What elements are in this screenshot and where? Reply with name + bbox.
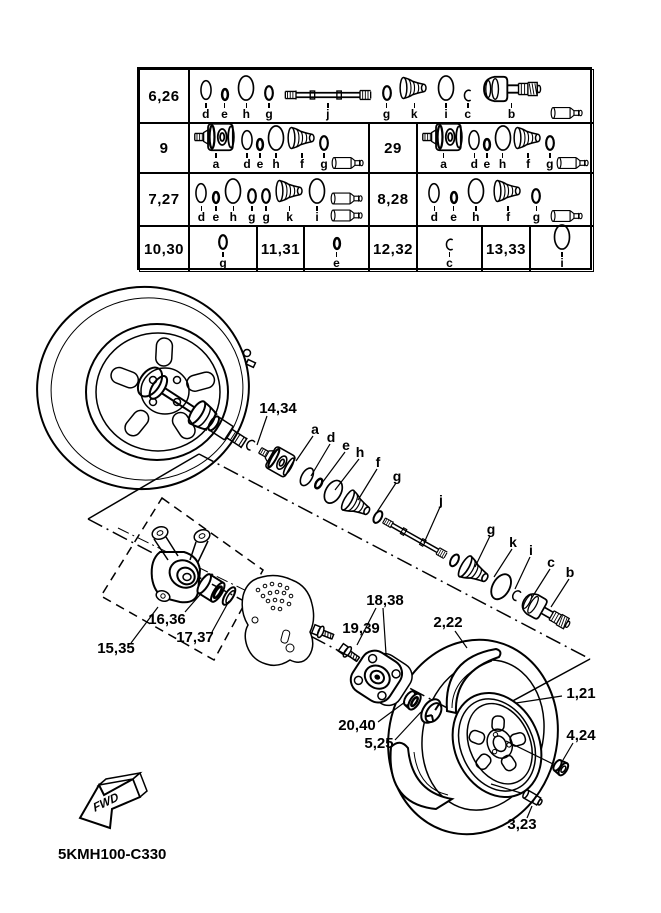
part-item-tube2 [330, 191, 364, 223]
table-parts-9 [189, 123, 369, 173]
table-ref-7-27: 7,27 [139, 173, 189, 226]
part-letter-f: f [506, 210, 511, 224]
part-letter-d: d [202, 107, 210, 121]
part-item-h [493, 123, 513, 170]
part-item-h [236, 73, 256, 120]
part-item-e [211, 189, 221, 223]
part-item-tube [331, 156, 365, 170]
ring-g2 [448, 553, 461, 568]
part-item-d [427, 180, 441, 223]
part-item-g [530, 186, 542, 223]
part-icon-oring [467, 127, 481, 153]
table-parts-12-32 [417, 226, 482, 272]
ring-d [298, 466, 317, 488]
ring-i [487, 571, 515, 603]
hub-cap [417, 696, 446, 727]
callout-15-35: 15,35 [97, 640, 135, 657]
part-icon-tube [550, 106, 584, 120]
part-letter-d: d [197, 210, 206, 224]
part-item-a [193, 121, 239, 170]
table-parts-6-26 [189, 69, 594, 123]
part-item-a [421, 121, 467, 170]
table-ref-8-28: 8,28 [369, 173, 417, 226]
part-icon-tube [331, 156, 365, 170]
boot-k [456, 554, 493, 589]
part-letter-e: e [483, 157, 491, 171]
part-item-e [220, 86, 230, 120]
part-letter-f: f [526, 157, 531, 171]
part-item-tube [550, 106, 584, 120]
part-item-g [217, 232, 229, 269]
callout-c: c [547, 554, 555, 570]
part-item-i [552, 222, 572, 269]
ring-g [372, 510, 385, 525]
boot-f [339, 489, 374, 522]
part-item-d [240, 127, 254, 170]
part-icon-oring [194, 180, 208, 206]
part-item-f [493, 176, 523, 223]
callout-17-37: 17,37 [176, 629, 214, 646]
fwd-arrow [80, 773, 147, 828]
callout-k: k [509, 534, 517, 550]
part-letter-j: j [326, 107, 330, 121]
part-letter-e: e [333, 256, 340, 270]
table-parts-7-27 [189, 173, 369, 226]
part-icon-ringlg [493, 123, 513, 153]
table-ref-11-31: 11,31 [257, 226, 304, 272]
table-ref-10-30: 10,30 [139, 226, 189, 272]
callout-b: b [565, 564, 575, 580]
part-icon-ringg [217, 232, 229, 252]
part-icon-clipc [445, 237, 455, 252]
part-letter-i: i [315, 210, 319, 224]
callout-3-23: 3,23 [507, 816, 537, 833]
part-letter-d: d [430, 210, 438, 224]
callout-a: a [311, 421, 319, 437]
axle-shaft-j [382, 517, 447, 558]
part-icon-boot [275, 176, 305, 206]
part-letter-a: a [440, 157, 447, 171]
part-icon-ringlg [223, 176, 243, 206]
part-icon-ringlg [236, 73, 256, 103]
callout-j: j [439, 492, 443, 508]
part-item-d [467, 127, 481, 170]
part-item-g [544, 133, 556, 170]
part-letter-g: g [532, 210, 541, 224]
table-ref-9: 9 [139, 123, 189, 173]
front-wheel-bottom [368, 622, 578, 853]
part-icon-oring [427, 180, 441, 206]
callout-g1: g [392, 468, 402, 484]
callout-f: f [375, 454, 381, 470]
inner-cv-joint-a [254, 440, 297, 478]
part-item-c [445, 237, 455, 269]
part-icon-ringsm [482, 136, 492, 153]
callout-14-34: 14,34 [259, 400, 297, 417]
part-icon-ringg [381, 83, 393, 103]
callout-16-36: 16,36 [148, 611, 186, 628]
part-icon-ringg [260, 186, 272, 206]
callout-18-38: 18,38 [366, 592, 404, 609]
part-item-f [513, 123, 543, 170]
part-icon-oring [199, 77, 213, 103]
part-letter-h: h [472, 210, 480, 224]
table-parts-13-33 [530, 226, 594, 272]
part-icon-ringg [246, 186, 258, 206]
part-letter-k: k [410, 107, 418, 121]
part-item-tube [550, 209, 584, 223]
callout-5-25: 5,25 [364, 735, 394, 752]
part-letter-c: c [464, 107, 472, 121]
part-icon-clipc [463, 88, 473, 103]
part-item-e [255, 136, 265, 170]
part-icon-ringsm [211, 189, 221, 206]
callout-d: d [326, 429, 336, 445]
part-letter-e: e [221, 107, 228, 121]
part-letter-c: c [446, 256, 453, 270]
part-letter-g: g [248, 210, 256, 224]
part-item-d [194, 180, 208, 223]
part-icon-ringsm [255, 136, 265, 153]
table-parts-29 [417, 123, 594, 173]
guard-bolt [311, 623, 335, 642]
part-item-e [332, 235, 342, 269]
part-icon-jouter [480, 75, 544, 103]
part-item-c [463, 88, 473, 120]
clip-c [511, 589, 521, 601]
part-icon-ringlg [307, 176, 327, 206]
part-icon-ringlg [436, 73, 456, 103]
part-item-i [436, 73, 456, 120]
part-item-g [318, 133, 330, 170]
table-ref-29: 29 [369, 123, 417, 173]
part-letter-d: d [243, 157, 251, 171]
part-item-g [260, 186, 272, 223]
part-icon-shaft [282, 87, 374, 103]
part-item-g [246, 186, 258, 223]
part-item-g [263, 83, 275, 120]
table-parts-8-28 [417, 173, 594, 226]
part-letter-h: h [242, 107, 250, 121]
outer-cv-joint-b [519, 590, 575, 635]
part-item-k [399, 73, 429, 120]
part-letter-a: a [212, 157, 220, 171]
part-item-tube [556, 156, 590, 170]
part-item-d [199, 77, 213, 120]
part-item-f [287, 123, 317, 170]
part-icon-jinner [421, 121, 467, 153]
part-icon-ringg [530, 186, 542, 206]
part-letter-d: d [470, 157, 478, 171]
part-icon-oring [240, 127, 254, 153]
part-icon-ringsm [449, 189, 459, 206]
callout-g2: g [486, 521, 496, 537]
part-icon-tube [556, 156, 590, 170]
callout-h: h [355, 444, 365, 460]
fwd-label: FWD [91, 789, 121, 815]
part-letter-f: f [300, 157, 304, 171]
part-item-b [480, 75, 544, 120]
brake-disc-guard [242, 576, 313, 666]
part-item-h [466, 176, 486, 223]
table-ref-13-33: 13,33 [482, 226, 530, 272]
part-icon-ringsm [332, 235, 342, 252]
part-item-j [282, 87, 374, 120]
ring-e [314, 478, 324, 490]
part-letter-g: g [320, 157, 328, 171]
callout-4-24: 4,24 [566, 727, 596, 744]
part-icon-boot [287, 123, 317, 153]
callout-i: i [529, 542, 533, 558]
part-letter-g: g [265, 107, 273, 121]
table-parts-11-31 [304, 226, 369, 272]
callout-1-21: 1,21 [566, 685, 596, 702]
part-letter-e: e [212, 210, 220, 224]
part-icon-ringlg [552, 222, 572, 252]
part-item-e [449, 189, 459, 223]
part-letter-e: e [256, 157, 264, 171]
part-letter-h: h [498, 157, 507, 171]
part-icon-jinner [193, 121, 239, 153]
part-item-e [482, 136, 492, 170]
part-icon-ringlg [266, 123, 286, 153]
table-parts-10-30 [189, 226, 257, 272]
part-letter-g: g [382, 107, 391, 121]
callout-20-40: 20,40 [338, 717, 376, 734]
part-icon-ringsm [220, 86, 230, 103]
part-letter-k: k [286, 210, 293, 224]
table-ref-12-32: 12,32 [369, 226, 417, 272]
part-icon-boot [493, 176, 523, 206]
part-item-i [307, 176, 327, 223]
callout-e: e [342, 437, 350, 453]
part-letter-i: i [444, 107, 448, 121]
part-icon-ringlg [466, 176, 486, 206]
part-letter-g: g [262, 210, 270, 224]
hub-bolt [337, 642, 361, 664]
part-letter-h: h [229, 210, 237, 224]
page-code: 5KMH100-C330 [58, 846, 167, 863]
part-icon-boot [399, 73, 429, 103]
part-item-g [381, 83, 393, 120]
part-letter-b: b [507, 107, 516, 121]
part-icon-ringg [544, 133, 556, 153]
part-letter-e: e [450, 210, 457, 224]
part-letter-g: g [546, 157, 554, 171]
part-item-h [266, 123, 286, 170]
part-letter-g: g [219, 256, 227, 270]
part-icon-tube [550, 209, 584, 223]
parts-table [137, 67, 592, 270]
part-icon-ringg [263, 83, 275, 103]
part-icon-tube2 [330, 191, 364, 223]
part-icon-boot [513, 123, 543, 153]
part-letter-i: i [560, 256, 564, 270]
circlip-14-34 [245, 439, 255, 451]
part-item-k [275, 176, 305, 223]
table-ref-6-26: 6,26 [139, 69, 189, 123]
callout-2-22: 2,22 [433, 614, 463, 631]
part-letter-h: h [272, 157, 280, 171]
callout-19-39: 19,39 [342, 620, 380, 637]
part-icon-ringg [318, 133, 330, 153]
part-item-h [223, 176, 243, 223]
